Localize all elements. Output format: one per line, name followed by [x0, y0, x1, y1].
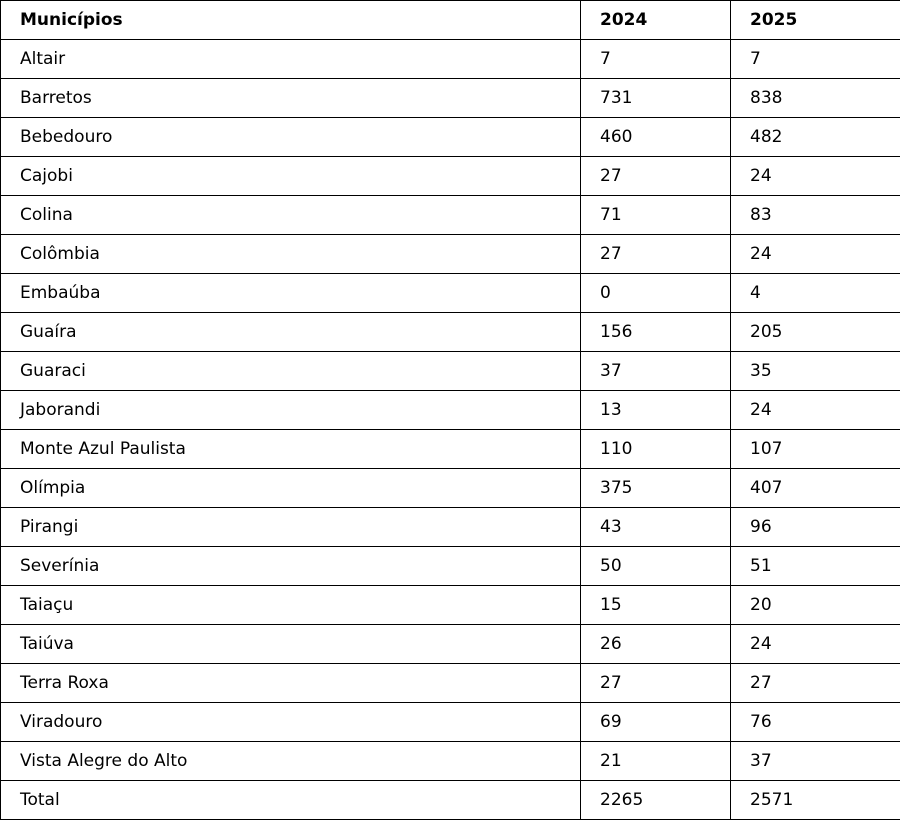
value-2024-cell: 15	[581, 586, 731, 625]
value-2025-cell: 24	[731, 391, 900, 430]
municipio-cell: Monte Azul Paulista	[1, 430, 581, 469]
table-row	[1, 625, 900, 664]
value-2025-cell: 838	[731, 79, 900, 118]
municipio-cell: Guaraci	[1, 352, 581, 391]
value-2025-cell: 83	[731, 196, 900, 235]
table-total-row	[1, 781, 900, 820]
value-2024-cell: 13	[581, 391, 731, 430]
municipio-cell: Barretos	[1, 79, 581, 118]
municipio-cell: Taiaçu	[1, 586, 581, 625]
value-2024-cell: 156	[581, 313, 731, 352]
value-2024-cell: 375	[581, 469, 731, 508]
value-2024-cell: 731	[581, 79, 731, 118]
value-2024-cell: 110	[581, 430, 731, 469]
table-row	[1, 469, 900, 508]
value-2024-cell: 69	[581, 703, 731, 742]
municipio-cell: Colina	[1, 196, 581, 235]
header-2024: 2024	[581, 1, 731, 40]
table-row	[1, 586, 900, 625]
value-2024-cell: 0	[581, 274, 731, 313]
municipio-cell: Taiúva	[1, 625, 581, 664]
header-2025: 2025	[731, 1, 900, 40]
value-2024-cell: 71	[581, 196, 731, 235]
value-2025-cell: 4	[731, 274, 900, 313]
municipio-cell: Pirangi	[1, 508, 581, 547]
value-2025-cell: 407	[731, 469, 900, 508]
total-2025-cell: 2571	[731, 781, 900, 820]
municipio-cell: Embaúba	[1, 274, 581, 313]
value-2025-cell: 76	[731, 703, 900, 742]
table-row	[1, 79, 900, 118]
value-2025-cell: 24	[731, 625, 900, 664]
value-2025-cell: 205	[731, 313, 900, 352]
value-2025-cell: 482	[731, 118, 900, 157]
table-row	[1, 196, 900, 235]
table-row	[1, 703, 900, 742]
value-2024-cell: 7	[581, 40, 731, 79]
value-2025-cell: 107	[731, 430, 900, 469]
value-2024-cell: 21	[581, 742, 731, 781]
value-2025-cell: 27	[731, 664, 900, 703]
municipio-cell: Bebedouro	[1, 118, 581, 157]
table-row	[1, 391, 900, 430]
municipio-cell: Jaborandi	[1, 391, 581, 430]
table-row	[1, 508, 900, 547]
header-municipios: Municípios	[1, 1, 581, 40]
value-2025-cell: 7	[731, 40, 900, 79]
table-row	[1, 40, 900, 79]
value-2024-cell: 37	[581, 352, 731, 391]
value-2024-cell: 27	[581, 664, 731, 703]
table-row	[1, 430, 900, 469]
table-header-row	[1, 1, 900, 40]
table-row	[1, 118, 900, 157]
table-row	[1, 547, 900, 586]
value-2024-cell: 27	[581, 157, 731, 196]
value-2025-cell: 51	[731, 547, 900, 586]
value-2025-cell: 24	[731, 157, 900, 196]
total-label-cell: Total	[1, 781, 581, 820]
table-row	[1, 742, 900, 781]
table-row	[1, 157, 900, 196]
value-2024-cell: 43	[581, 508, 731, 547]
value-2025-cell: 37	[731, 742, 900, 781]
value-2025-cell: 96	[731, 508, 900, 547]
municipio-cell: Terra Roxa	[1, 664, 581, 703]
value-2025-cell: 35	[731, 352, 900, 391]
municipio-cell: Guaíra	[1, 313, 581, 352]
value-2024-cell: 50	[581, 547, 731, 586]
value-2024-cell: 27	[581, 235, 731, 274]
value-2024-cell: 26	[581, 625, 731, 664]
value-2025-cell: 24	[731, 235, 900, 274]
municipio-cell: Severínia	[1, 547, 581, 586]
municipio-cell: Olímpia	[1, 469, 581, 508]
municipio-cell: Vista Alegre do Alto	[1, 742, 581, 781]
table-row	[1, 313, 900, 352]
table-row	[1, 235, 900, 274]
municipio-cell: Viradouro	[1, 703, 581, 742]
municipio-cell: Altair	[1, 40, 581, 79]
table-row	[1, 274, 900, 313]
table-row	[1, 352, 900, 391]
value-2024-cell: 460	[581, 118, 731, 157]
municipio-cell: Cajobi	[1, 157, 581, 196]
municipio-cell: Colômbia	[1, 235, 581, 274]
value-2025-cell: 20	[731, 586, 900, 625]
total-2024-cell: 2265	[581, 781, 731, 820]
table-row	[1, 664, 900, 703]
